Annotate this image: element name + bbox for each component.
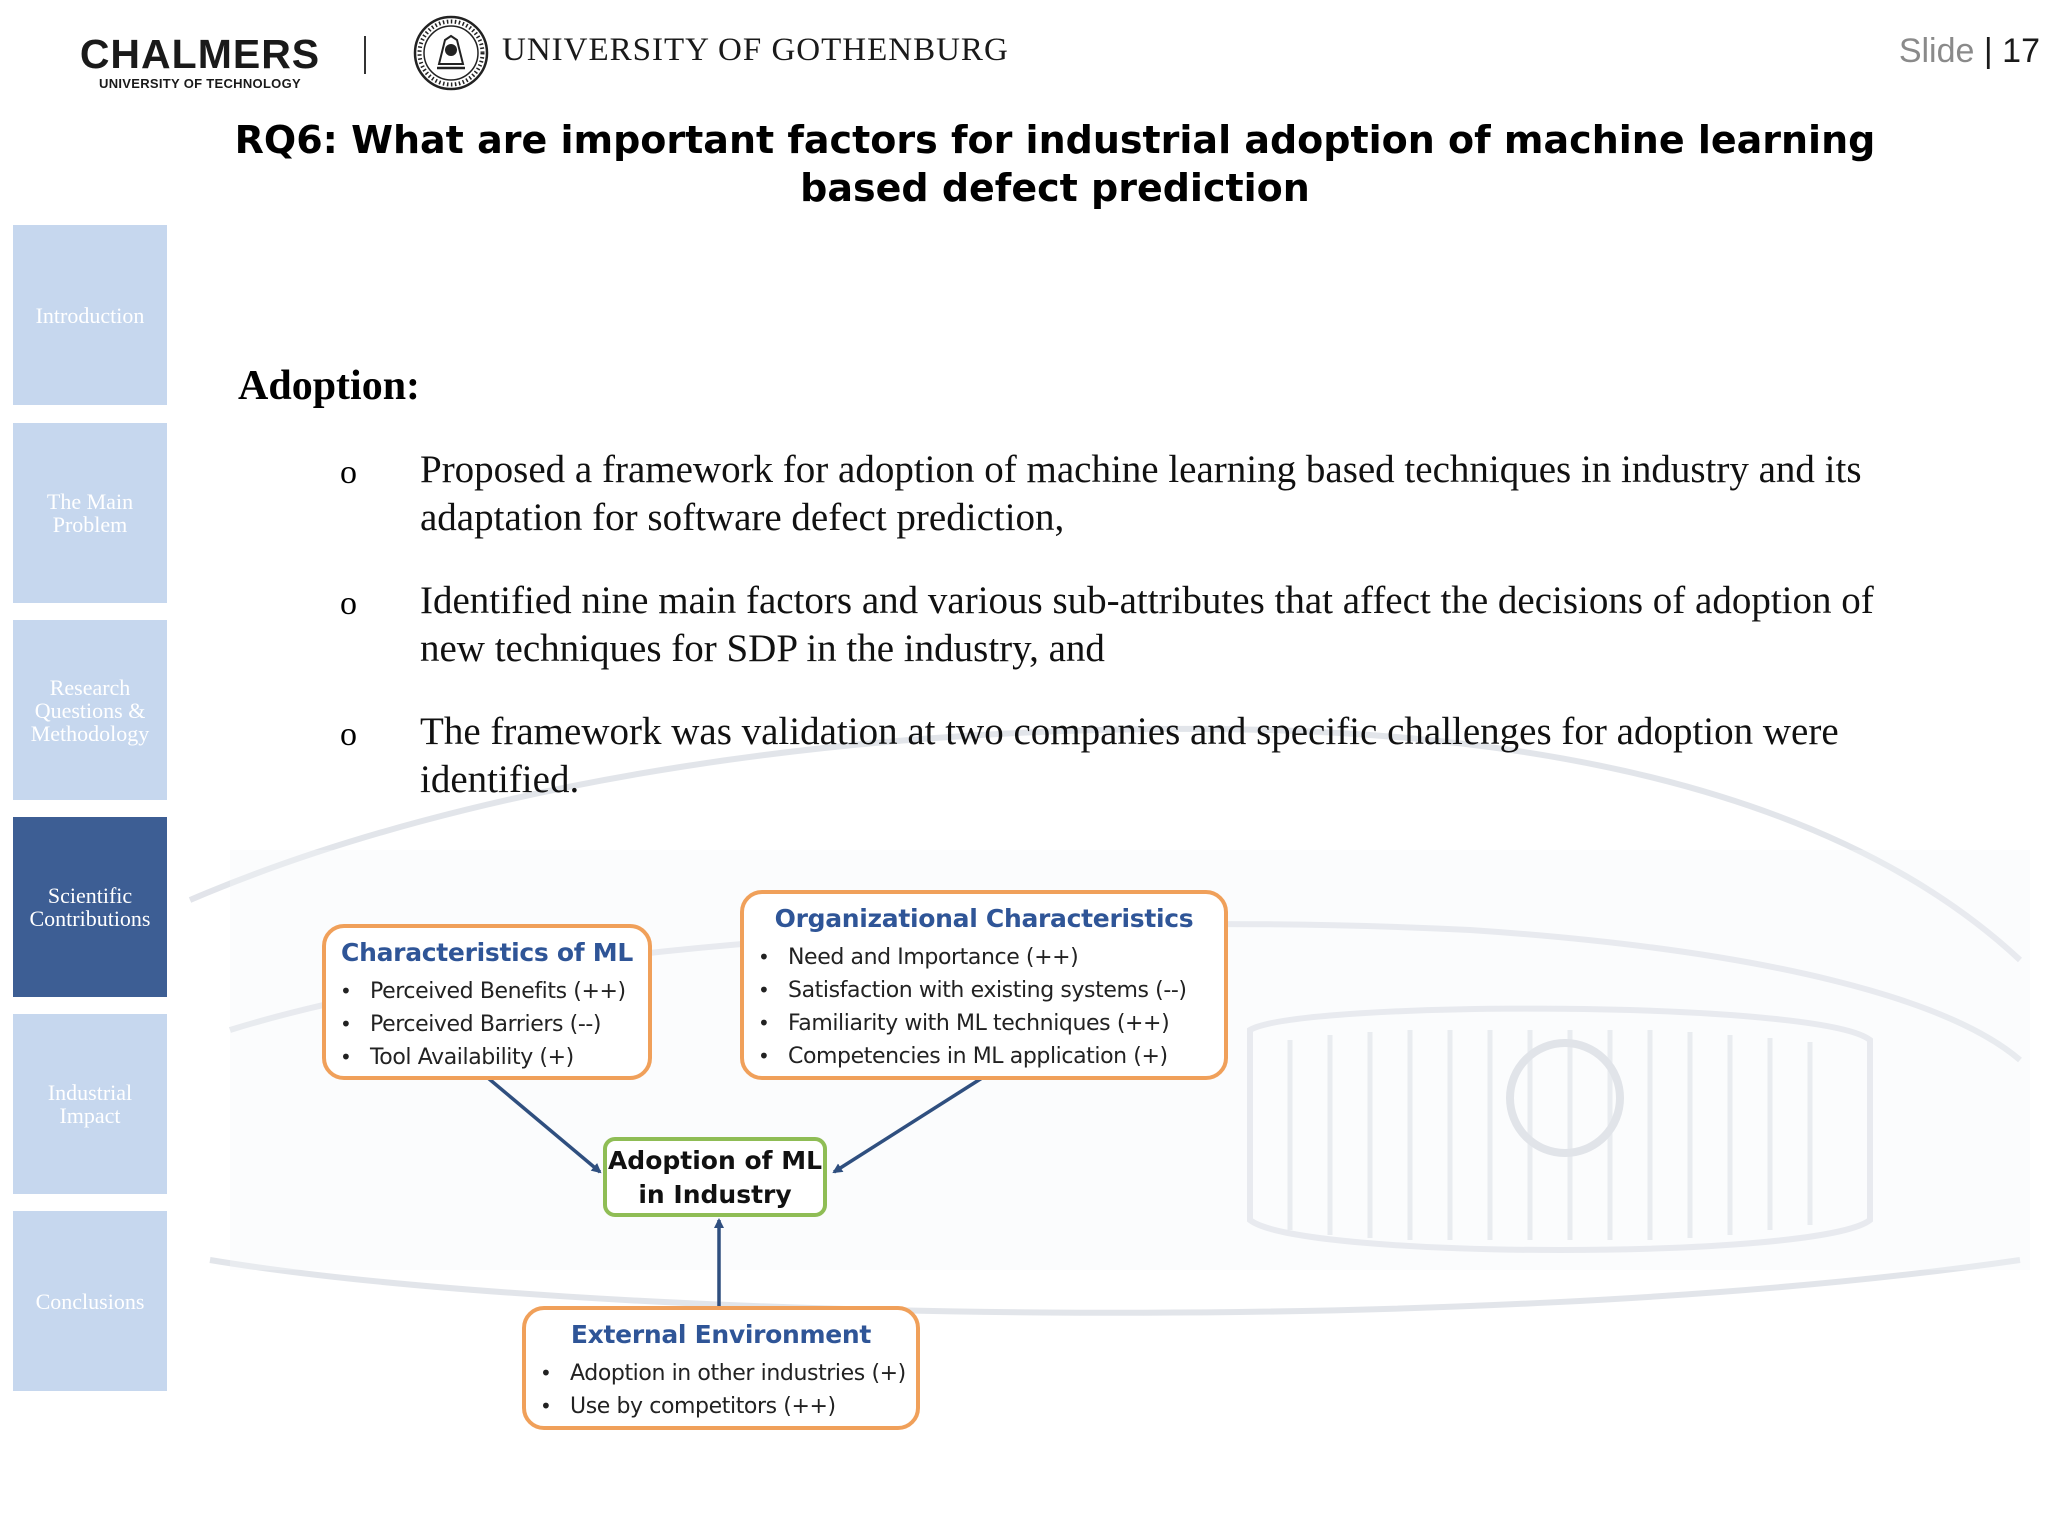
section-heading: Adoption:: [238, 363, 421, 409]
sidebar-item-scientific-contributions[interactable]: Scientific Contributions: [13, 817, 167, 997]
sidebar-item-conclusions[interactable]: Conclusions: [13, 1211, 167, 1391]
slide-number: [1899, 32, 2040, 71]
box-title: Characteristics of ML: [341, 938, 633, 967]
box-title-line2: in Industry: [638, 1180, 792, 1209]
chalmers-subtitle: UNIVERSITY OF TECHNOLOGY: [99, 76, 301, 91]
organizational-characteristics-box: [740, 890, 1228, 1080]
list-item: • Satisfaction with existing systems (--): [758, 978, 1187, 1003]
sidebar-item-research-questions[interactable]: Research Questions & Methodology: [13, 620, 167, 800]
chalmers-logo: [70, 32, 330, 94]
slide-number-value: 17: [2002, 32, 2040, 70]
logo-divider: [364, 36, 366, 74]
bullet-mark: o: [340, 585, 357, 622]
gothenburg-name: UNIVERSITY OF GOTHENBURG: [502, 32, 1009, 68]
list-item: • Competencies in ML application (+): [758, 1044, 1168, 1069]
sidebar-item-industrial-impact[interactable]: Industrial Impact: [13, 1014, 167, 1194]
bullet-text: Identified nine main factors and various sub-attributes that affect the decisions of adoption of new techniques for SDP in the industry, and: [420, 579, 1874, 670]
box-title: Organizational Characteristics: [774, 904, 1194, 933]
box-title: External Environment: [570, 1320, 872, 1349]
bullet-text: The framework was validation at two companies and specific challenges for adoption were identified.: [420, 710, 1839, 801]
external-environment-box: [522, 1306, 920, 1430]
list-item: • Perceived Barriers (--): [340, 1012, 602, 1037]
list-item: • Perceived Benefits (++): [340, 979, 626, 1004]
list-item: • Tool Availability (+): [340, 1045, 574, 1070]
characteristics-of-ml-box: [322, 924, 652, 1080]
slide-separator: |: [1983, 32, 1993, 70]
sidebar-item-introduction[interactable]: Introduction: [13, 225, 167, 405]
university-seal-icon: [412, 14, 490, 92]
list-item: • Familiarity with ML techniques (++): [758, 1011, 1170, 1036]
chalmers-name: CHALMERS: [79, 31, 321, 77]
slide-label: Slide: [1898, 32, 1975, 70]
list-item: • Need and Importance (++): [758, 945, 1079, 970]
bullet-text: Proposed a framework for adoption of machine learning based techniques in industry and its adaptation for software defect prediction,: [420, 448, 1862, 539]
sidebar-item-main-problem[interactable]: The Main Problem: [13, 423, 167, 603]
box-title-line1: Adoption of ML: [607, 1146, 823, 1175]
list-item: • Use by competitors (++): [540, 1394, 836, 1419]
bullet-mark: o: [340, 716, 357, 753]
list-item: • Adoption in other industries (+): [540, 1361, 906, 1386]
adoption-in-industry-box: [603, 1137, 827, 1217]
slide-title: RQ6: What are important factors for industrial adoption of machine learning based defect prediction: [234, 118, 1876, 210]
bullet-mark: o: [340, 454, 357, 491]
